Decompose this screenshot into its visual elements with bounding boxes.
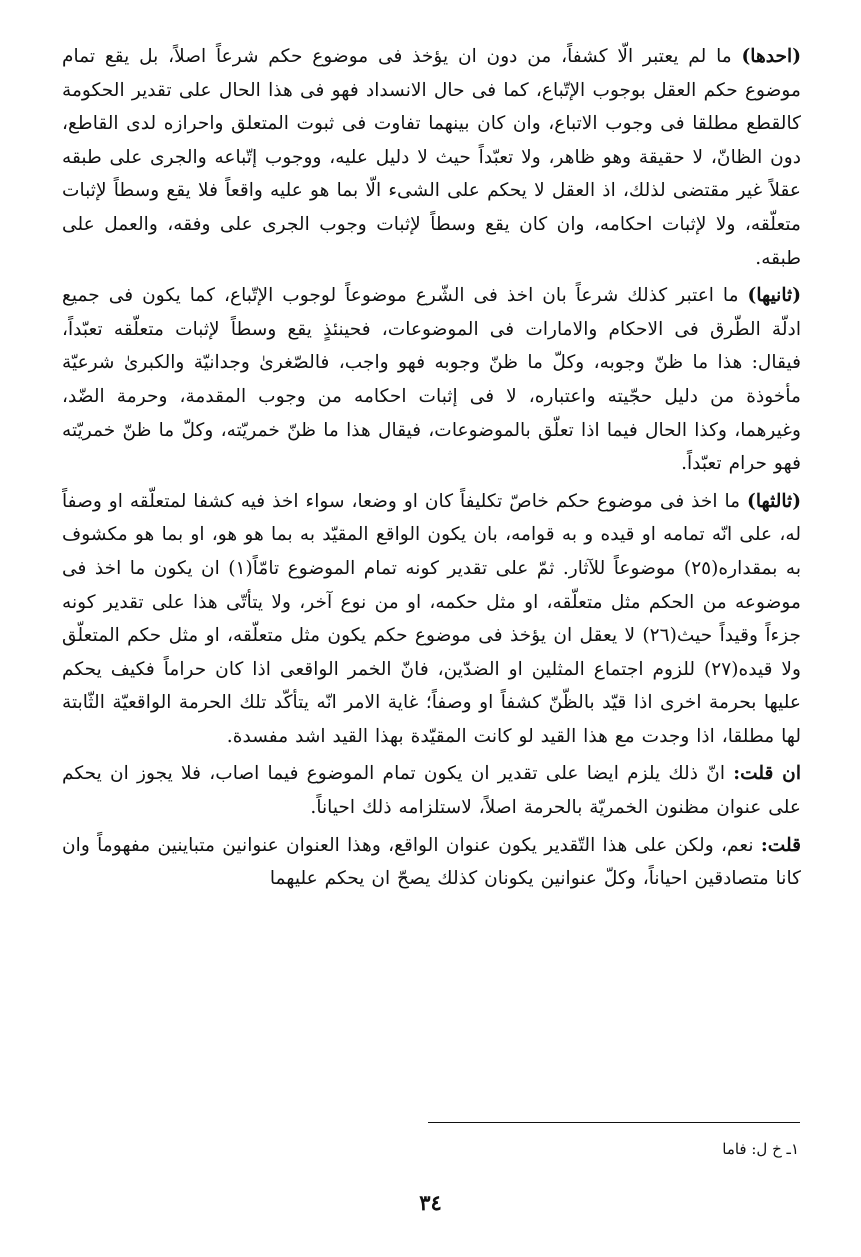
body-text — [62, 40, 801, 896]
paragraph-text: انّ ذلك يلزم ايضا على تقدير ان يكون تمام الموضوع فيما اصاب، فلا يجوز ان يحكم على عنوان مظنون الخمريّة بالحرمة اصلاً، لاستلزامه ذلك احياناً. — [62, 763, 801, 819]
paragraph-first — [62, 40, 801, 275]
paragraph-lead: (احدها) — [741, 46, 801, 67]
paragraph-reply — [62, 829, 801, 896]
paragraph-text: ما اخذ فى موضوع حكم خاصّ تكليفاً كان او وضعا، سواء اخذ فيه كشفا لمتعلّقه او وصفاً له، على انّه تمامه او قيده و به قوامه، بان يكون الواقع المقيّد به بما هو هو، او بما هو مكشوف به بمقداره(٢٥) موضوعاً للآثار. ثمّ على تقدير كونه تمام الموضوع تامّاً(١) ان يكون ما اخذ فى موضوعه من الحكم مثل متعلّقه، او مثل حكمه، او من نوع آخر، ولا يتأتّى هذا على تقدير كونه جزءاً وقيداً حيث(٢٦) لا يعقل ان يؤخذ فى موضوع حكم يكون مثل متعلّقه، او مثل حكم المتعلّق ولا قيده(٢٧) للزوم اجتماع المثلين او الضدّين، فانّ الخمر الواقعى اذا كان حراماً فكيف يحكم عليها بحرمة اخرى اذا قيّد بالظّنّ كشفاً او وصفاً؛ غاية الامر انّه يتأكّد تلك الحرمة الواقعيّة الثّابتة لها مطلقا، اذا وجدت مع هذا القيد لو كانت المقيّدة بهذا القيد اشد مفسدة. — [62, 490, 802, 747]
paragraph-second — [62, 279, 801, 481]
paragraph-text: ما لم يعتبر الّا كشفاً، من دون ان يؤخذ فى موضوع حكم شرعاً اصلاً، بل يقع تمام موضوع حكم العقل بوجوب الإتّباع، كما فى حال الانسداد فهو فى هذا الحال على تقدير الحكومة كالقطع مطلقا فى وجوب الاتباع، وان كان بينهما تفاوت فى ثبوت المتعلق واحرازه لدى القاطع، دون الظانّ، لا حقيقة وهو ظاهر، ولا تعبّداً حيث لا دليل عليه، ووجوب إتّباعه والجرى على طبقه عقلاً غير مقتضى لذلك، اذ العقل لا يحكم على الشىء الّا بما هو عليه واقعاً فلا يقع وسطاً لإثبات متعلّقه، ولا لإثبات احكامه، وان كان يقع وسطاً لإثبات وجوب الجرى على وفقه، والعمل على طبقه. — [62, 46, 801, 269]
paragraph-lead: (ثانيها) — [747, 285, 801, 307]
paragraph-objection — [62, 757, 801, 824]
paragraph-text: ما اعتبر كذلك شرعاً بان اخذ فى الشّرع موضوعاً لوجوب الإتّباع، كما يكون فى جميع ادلّة الطّرق فى الاحكام والامارات فى الموضوعات، فحينئذٍ يقع وسطاً لإثبات متعلّقه تعبّداً، فيقال: هذا ما ظنّ وجوبه، وكلّ ما ظنّ وجوبه فهو واجب، فالصّغرىٰ وجدانيّة والكبرىٰ شرعيّة مأخوذة من دليل حجّيته واعتباره، لا فى إثبات احكامه من وجوب المقدمة، وحرمة الضّد، وغيرهما، وكذا الحال فيما اذا تعلّق بالموضوعات، فيقال هذا ما ظنّ خمريّته، وكلّ ما ظنّ خمريّته فهو حرام تعبّداً. — [62, 285, 801, 475]
footnote: ١ـ خ ل: فاما — [722, 1140, 799, 1158]
paragraph-lead: ان قلت: — [733, 763, 801, 785]
footnote-divider — [428, 1122, 800, 1123]
paragraph-third — [62, 485, 801, 754]
paragraph-text: نعم، ولكن على هذا التّقدير يكون عنوان الواقع، وهذا العنوان عنوانين متباينين مفهوماً وان كانا متصادقين احياناً، وكلّ عنوانين يكونان كذلك يصحّ ان يحكم عليهما — [62, 834, 801, 890]
page-number: ٣٤ — [419, 1190, 442, 1215]
paragraph-lead: (ثالثها) — [747, 490, 801, 512]
paragraph-lead: قلت: — [760, 834, 801, 856]
